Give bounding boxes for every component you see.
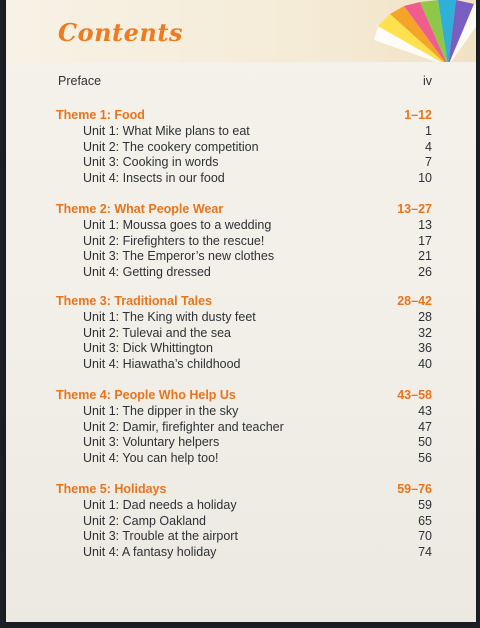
page-title: Contents (58, 18, 183, 47)
unit-page: 13 (418, 218, 432, 232)
contents-page (6, 0, 476, 622)
unit-title: Unit 2: Tulevai and the sea (83, 325, 232, 340)
theme-heading-2[interactable] (56, 202, 432, 216)
unit-title: Unit 4: Insects in our food (83, 170, 225, 185)
theme-page-range: 59–76 (397, 482, 432, 496)
unit-row[interactable] (83, 451, 432, 465)
unit-row[interactable] (83, 404, 432, 418)
unit-row[interactable] (83, 357, 432, 371)
unit-page: 43 (418, 404, 432, 418)
theme-title: Theme 4: People Who Help Us (56, 388, 236, 402)
unit-title: Unit 3: Voluntary helpers (83, 435, 220, 450)
unit-page: 21 (418, 249, 432, 264)
unit-page: 74 (418, 544, 432, 559)
theme-page-range: 43–58 (397, 388, 432, 402)
unit-page: 32 (418, 325, 432, 340)
unit-title: Unit 3: Trouble at the airport (83, 529, 238, 544)
unit-page: 59 (418, 498, 432, 512)
unit-title: Unit 4: A fantasy holiday (83, 544, 217, 559)
unit-page: 4 (425, 139, 432, 154)
theme-title: Theme 1: Food (56, 108, 145, 122)
unit-page: 50 (418, 435, 432, 450)
theme-heading-4[interactable] (56, 388, 432, 402)
unit-row[interactable] (83, 218, 432, 232)
unit-title: Unit 1: The dipper in the sky (83, 404, 239, 418)
unit-title: Unit 2: Camp Oakland (83, 513, 206, 528)
unit-title: Unit 1: The King with dusty feet (83, 310, 256, 324)
theme-heading-1[interactable] (56, 108, 432, 122)
unit-title: Unit 3: Dick Whittington (83, 341, 213, 356)
unit-row[interactable] (83, 514, 432, 528)
theme-page-range: 28–42 (397, 294, 432, 308)
theme-title: Theme 5: Holidays (56, 482, 167, 496)
theme-page-range: 1–12 (404, 108, 432, 122)
theme-title: Theme 2: What People Wear (56, 202, 224, 216)
unit-row[interactable] (83, 265, 432, 279)
theme-heading-5[interactable] (56, 482, 432, 496)
unit-page: 47 (418, 419, 432, 434)
unit-row[interactable] (83, 529, 432, 543)
theme-page-range: 13–27 (397, 202, 432, 216)
unit-title: Unit 4: Hiawatha’s childhood (83, 356, 241, 371)
unit-title: Unit 3: Cooking in words (83, 155, 219, 170)
unit-row[interactable] (83, 326, 432, 340)
unit-page: 40 (418, 356, 432, 371)
unit-title: Unit 4: You can help too! (83, 450, 219, 465)
unit-page: 26 (418, 264, 432, 279)
preface-label: Preface (58, 74, 102, 88)
unit-page: 28 (418, 310, 432, 324)
unit-title: Unit 1: What Mike plans to eat (83, 124, 250, 138)
preface-page: iv (422, 74, 432, 88)
unit-row[interactable] (83, 545, 432, 559)
unit-title: Unit 4: Getting dressed (83, 264, 211, 279)
unit-title: Unit 1: Dad needs a holiday (83, 498, 237, 512)
unit-row[interactable] (83, 234, 432, 248)
unit-page: 36 (418, 341, 432, 356)
unit-page: 17 (418, 233, 432, 248)
unit-row[interactable] (83, 249, 432, 263)
unit-page: 56 (418, 450, 432, 465)
unit-row[interactable] (83, 435, 432, 449)
unit-page: 1 (425, 124, 432, 138)
rainbow-fan-icon (356, 0, 476, 62)
unit-row[interactable] (83, 155, 432, 169)
toc-preface-row[interactable] (58, 74, 432, 88)
theme-heading-3[interactable] (56, 294, 432, 308)
unit-row[interactable] (83, 341, 432, 355)
unit-page: 7 (425, 155, 432, 170)
unit-row[interactable] (83, 420, 432, 434)
unit-title: Unit 2: Firefighters to the rescue! (83, 233, 265, 248)
unit-row[interactable] (83, 140, 432, 154)
theme-title: Theme 3: Traditional Tales (56, 294, 213, 308)
unit-title: Unit 2: Damir, firefighter and teacher (83, 419, 284, 434)
unit-page: 65 (418, 513, 432, 528)
unit-title: Unit 3: The Emperor’s new clothes (83, 249, 275, 264)
unit-page: 70 (418, 529, 432, 544)
unit-row[interactable] (83, 498, 432, 512)
unit-title: Unit 1: Moussa goes to a wedding (83, 218, 272, 232)
unit-title: Unit 2: The cookery competition (83, 139, 259, 154)
unit-row[interactable] (83, 124, 432, 138)
unit-row[interactable] (83, 310, 432, 324)
unit-page: 10 (418, 170, 432, 185)
unit-row[interactable] (83, 171, 432, 185)
